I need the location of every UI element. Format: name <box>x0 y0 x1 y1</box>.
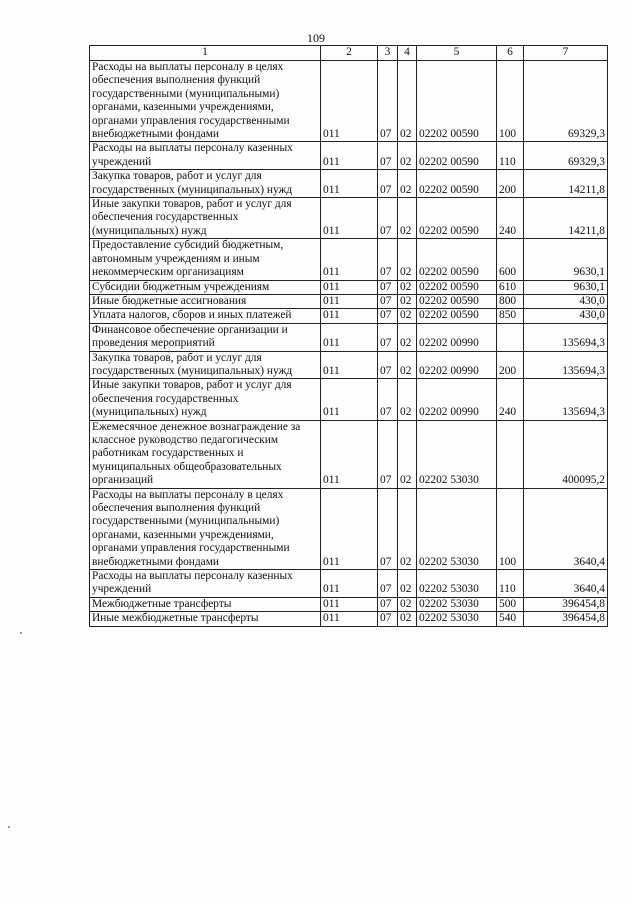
row-amount: 14211,8 <box>524 198 608 239</box>
row-target-article: 02202 00990 <box>417 323 497 351</box>
row-description: Расходы на выплаты персоналу казенных учреждений <box>90 142 321 170</box>
table-row <box>90 379 608 420</box>
row-admin-code: 011 <box>321 142 378 170</box>
row-subsection: 02 <box>398 612 417 626</box>
row-subsection: 02 <box>398 198 417 239</box>
table-row <box>90 323 608 351</box>
row-expense-type: 100 <box>497 61 524 142</box>
row-subsection: 02 <box>398 170 417 198</box>
table-row <box>90 170 608 198</box>
row-target-article: 02202 53030 <box>417 597 497 611</box>
row-description: Межбюджетные трансферты <box>90 597 321 611</box>
row-expense-type: 500 <box>497 597 524 611</box>
row-amount: 9630,1 <box>524 239 608 280</box>
row-target-article: 02202 53030 <box>417 420 497 488</box>
row-section: 07 <box>378 351 398 379</box>
table-row <box>90 351 608 379</box>
table-row <box>90 488 608 569</box>
row-amount: 3640,4 <box>524 570 608 598</box>
row-admin-code: 011 <box>321 280 378 294</box>
table-row <box>90 309 608 323</box>
row-target-article: 02202 00590 <box>417 61 497 142</box>
row-amount: 135694,3 <box>524 379 608 420</box>
row-amount: 69329,3 <box>524 61 608 142</box>
row-amount: 430,0 <box>524 309 608 323</box>
row-target-article: 02202 00590 <box>417 170 497 198</box>
row-amount: 9630,1 <box>524 280 608 294</box>
row-admin-code: 011 <box>321 597 378 611</box>
header-cell: 2 <box>321 46 378 61</box>
row-subsection: 02 <box>398 488 417 569</box>
header-cell: 5 <box>417 46 497 61</box>
row-target-article: 02202 00590 <box>417 294 497 308</box>
row-amount: 135694,3 <box>524 323 608 351</box>
row-subsection: 02 <box>398 597 417 611</box>
row-admin-code: 011 <box>321 488 378 569</box>
table-row <box>90 597 608 611</box>
row-section: 07 <box>378 170 398 198</box>
row-subsection: 02 <box>398 351 417 379</box>
scan-speck <box>8 826 10 828</box>
row-expense-type: 850 <box>497 309 524 323</box>
row-subsection: 02 <box>398 239 417 280</box>
row-expense-type <box>497 323 524 351</box>
row-expense-type: 200 <box>497 351 524 379</box>
row-section: 07 <box>378 488 398 569</box>
row-amount: 430,0 <box>524 294 608 308</box>
row-admin-code: 011 <box>321 379 378 420</box>
table-row <box>90 198 608 239</box>
row-description: Предоставление субсидий бюджетным, автономным учреждениям и иным некоммерческим организациям <box>90 239 321 280</box>
table-row <box>90 420 608 488</box>
row-expense-type: 540 <box>497 612 524 626</box>
table-row <box>90 239 608 280</box>
row-admin-code: 011 <box>321 309 378 323</box>
row-section: 07 <box>378 309 398 323</box>
row-description: Расходы на выплаты персоналу в целях обеспечения выполнения функций государственными (муниципальными) органами, казенными учреждениями, органами управления государственными внебюджетными фондами <box>90 61 321 142</box>
row-subsection: 02 <box>398 142 417 170</box>
row-expense-type: 600 <box>497 239 524 280</box>
table-row <box>90 294 608 308</box>
row-section: 07 <box>378 323 398 351</box>
row-target-article: 02202 00590 <box>417 142 497 170</box>
row-description: Расходы на выплаты персоналу в целях обеспечения выполнения функций государственными (муниципальными) органами, казенными учреждениями, органами управления государственными внебюджетными фондами <box>90 488 321 569</box>
row-expense-type: 110 <box>497 570 524 598</box>
row-section: 07 <box>378 239 398 280</box>
row-description: Субсидии бюджетным учреждениям <box>90 280 321 294</box>
row-section: 07 <box>378 420 398 488</box>
row-target-article: 02202 00590 <box>417 198 497 239</box>
row-target-article: 02202 53030 <box>417 488 497 569</box>
row-description: Иные закупки товаров, работ и услуг для обеспечения государственных (муниципальных) нужд <box>90 198 321 239</box>
row-description: Закупка товаров, работ и услуг для государственных (муниципальных) нужд <box>90 170 321 198</box>
row-description: Ежемесячное денежное вознаграждение за классное руководство педагогическим работникам государственных и муниципальных общеобразовательных организаций <box>90 420 321 488</box>
row-amount: 3640,4 <box>524 488 608 569</box>
row-description: Иные межбюджетные трансферты <box>90 612 321 626</box>
header-cell: 4 <box>398 46 417 61</box>
row-subsection: 02 <box>398 379 417 420</box>
row-amount: 135694,3 <box>524 351 608 379</box>
row-admin-code: 011 <box>321 420 378 488</box>
budget-table <box>89 45 608 627</box>
row-expense-type <box>497 420 524 488</box>
row-admin-code: 011 <box>321 294 378 308</box>
row-amount: 69329,3 <box>524 142 608 170</box>
row-section: 07 <box>378 198 398 239</box>
table-row <box>90 61 608 142</box>
row-subsection: 02 <box>398 61 417 142</box>
row-subsection: 02 <box>398 309 417 323</box>
row-target-article: 02202 53030 <box>417 612 497 626</box>
row-description: Иные бюджетные ассигнования <box>90 294 321 308</box>
row-subsection: 02 <box>398 294 417 308</box>
row-description: Уплата налогов, сборов и иных платежей <box>90 309 321 323</box>
row-target-article: 02202 00590 <box>417 239 497 280</box>
row-amount: 396454,8 <box>524 597 608 611</box>
row-admin-code: 011 <box>321 351 378 379</box>
row-admin-code: 011 <box>321 61 378 142</box>
row-expense-type: 240 <box>497 198 524 239</box>
row-subsection: 02 <box>398 280 417 294</box>
row-section: 07 <box>378 294 398 308</box>
page-number: 109 <box>307 31 325 45</box>
row-target-article: 02202 00990 <box>417 379 497 420</box>
row-expense-type: 110 <box>497 142 524 170</box>
row-description: Финансовое обеспечение организации и проведения мероприятий <box>90 323 321 351</box>
row-expense-type: 100 <box>497 488 524 569</box>
row-amount: 14211,8 <box>524 170 608 198</box>
table-row <box>90 142 608 170</box>
row-expense-type: 800 <box>497 294 524 308</box>
row-expense-type: 240 <box>497 379 524 420</box>
row-amount: 396454,8 <box>524 612 608 626</box>
row-subsection: 02 <box>398 570 417 598</box>
row-target-article: 02202 00590 <box>417 309 497 323</box>
row-section: 07 <box>378 142 398 170</box>
table-row <box>90 570 608 598</box>
row-section: 07 <box>378 61 398 142</box>
row-description: Иные закупки товаров, работ и услуг для обеспечения государственных (муниципальных) нужд <box>90 379 321 420</box>
row-admin-code: 011 <box>321 612 378 626</box>
header-row <box>90 46 608 61</box>
row-admin-code: 011 <box>321 170 378 198</box>
row-admin-code: 011 <box>321 323 378 351</box>
row-section: 07 <box>378 379 398 420</box>
row-admin-code: 011 <box>321 239 378 280</box>
row-expense-type: 610 <box>497 280 524 294</box>
row-target-article: 02202 53030 <box>417 570 497 598</box>
row-subsection: 02 <box>398 323 417 351</box>
table-row <box>90 612 608 626</box>
header-cell: 1 <box>90 46 321 61</box>
row-section: 07 <box>378 597 398 611</box>
row-admin-code: 011 <box>321 198 378 239</box>
row-subsection: 02 <box>398 420 417 488</box>
row-section: 07 <box>378 612 398 626</box>
scan-speck <box>20 632 22 634</box>
row-target-article: 02202 00590 <box>417 280 497 294</box>
row-description: Расходы на выплаты персоналу казенных учреждений <box>90 570 321 598</box>
row-section: 07 <box>378 570 398 598</box>
row-expense-type: 200 <box>497 170 524 198</box>
header-cell: 3 <box>378 46 398 61</box>
header-cell: 7 <box>524 46 608 61</box>
header-cell: 6 <box>497 46 524 61</box>
row-admin-code: 011 <box>321 570 378 598</box>
row-target-article: 02202 00990 <box>417 351 497 379</box>
row-description: Закупка товаров, работ и услуг для государственных (муниципальных) нужд <box>90 351 321 379</box>
row-section: 07 <box>378 280 398 294</box>
table-row <box>90 280 608 294</box>
row-amount: 400095,2 <box>524 420 608 488</box>
